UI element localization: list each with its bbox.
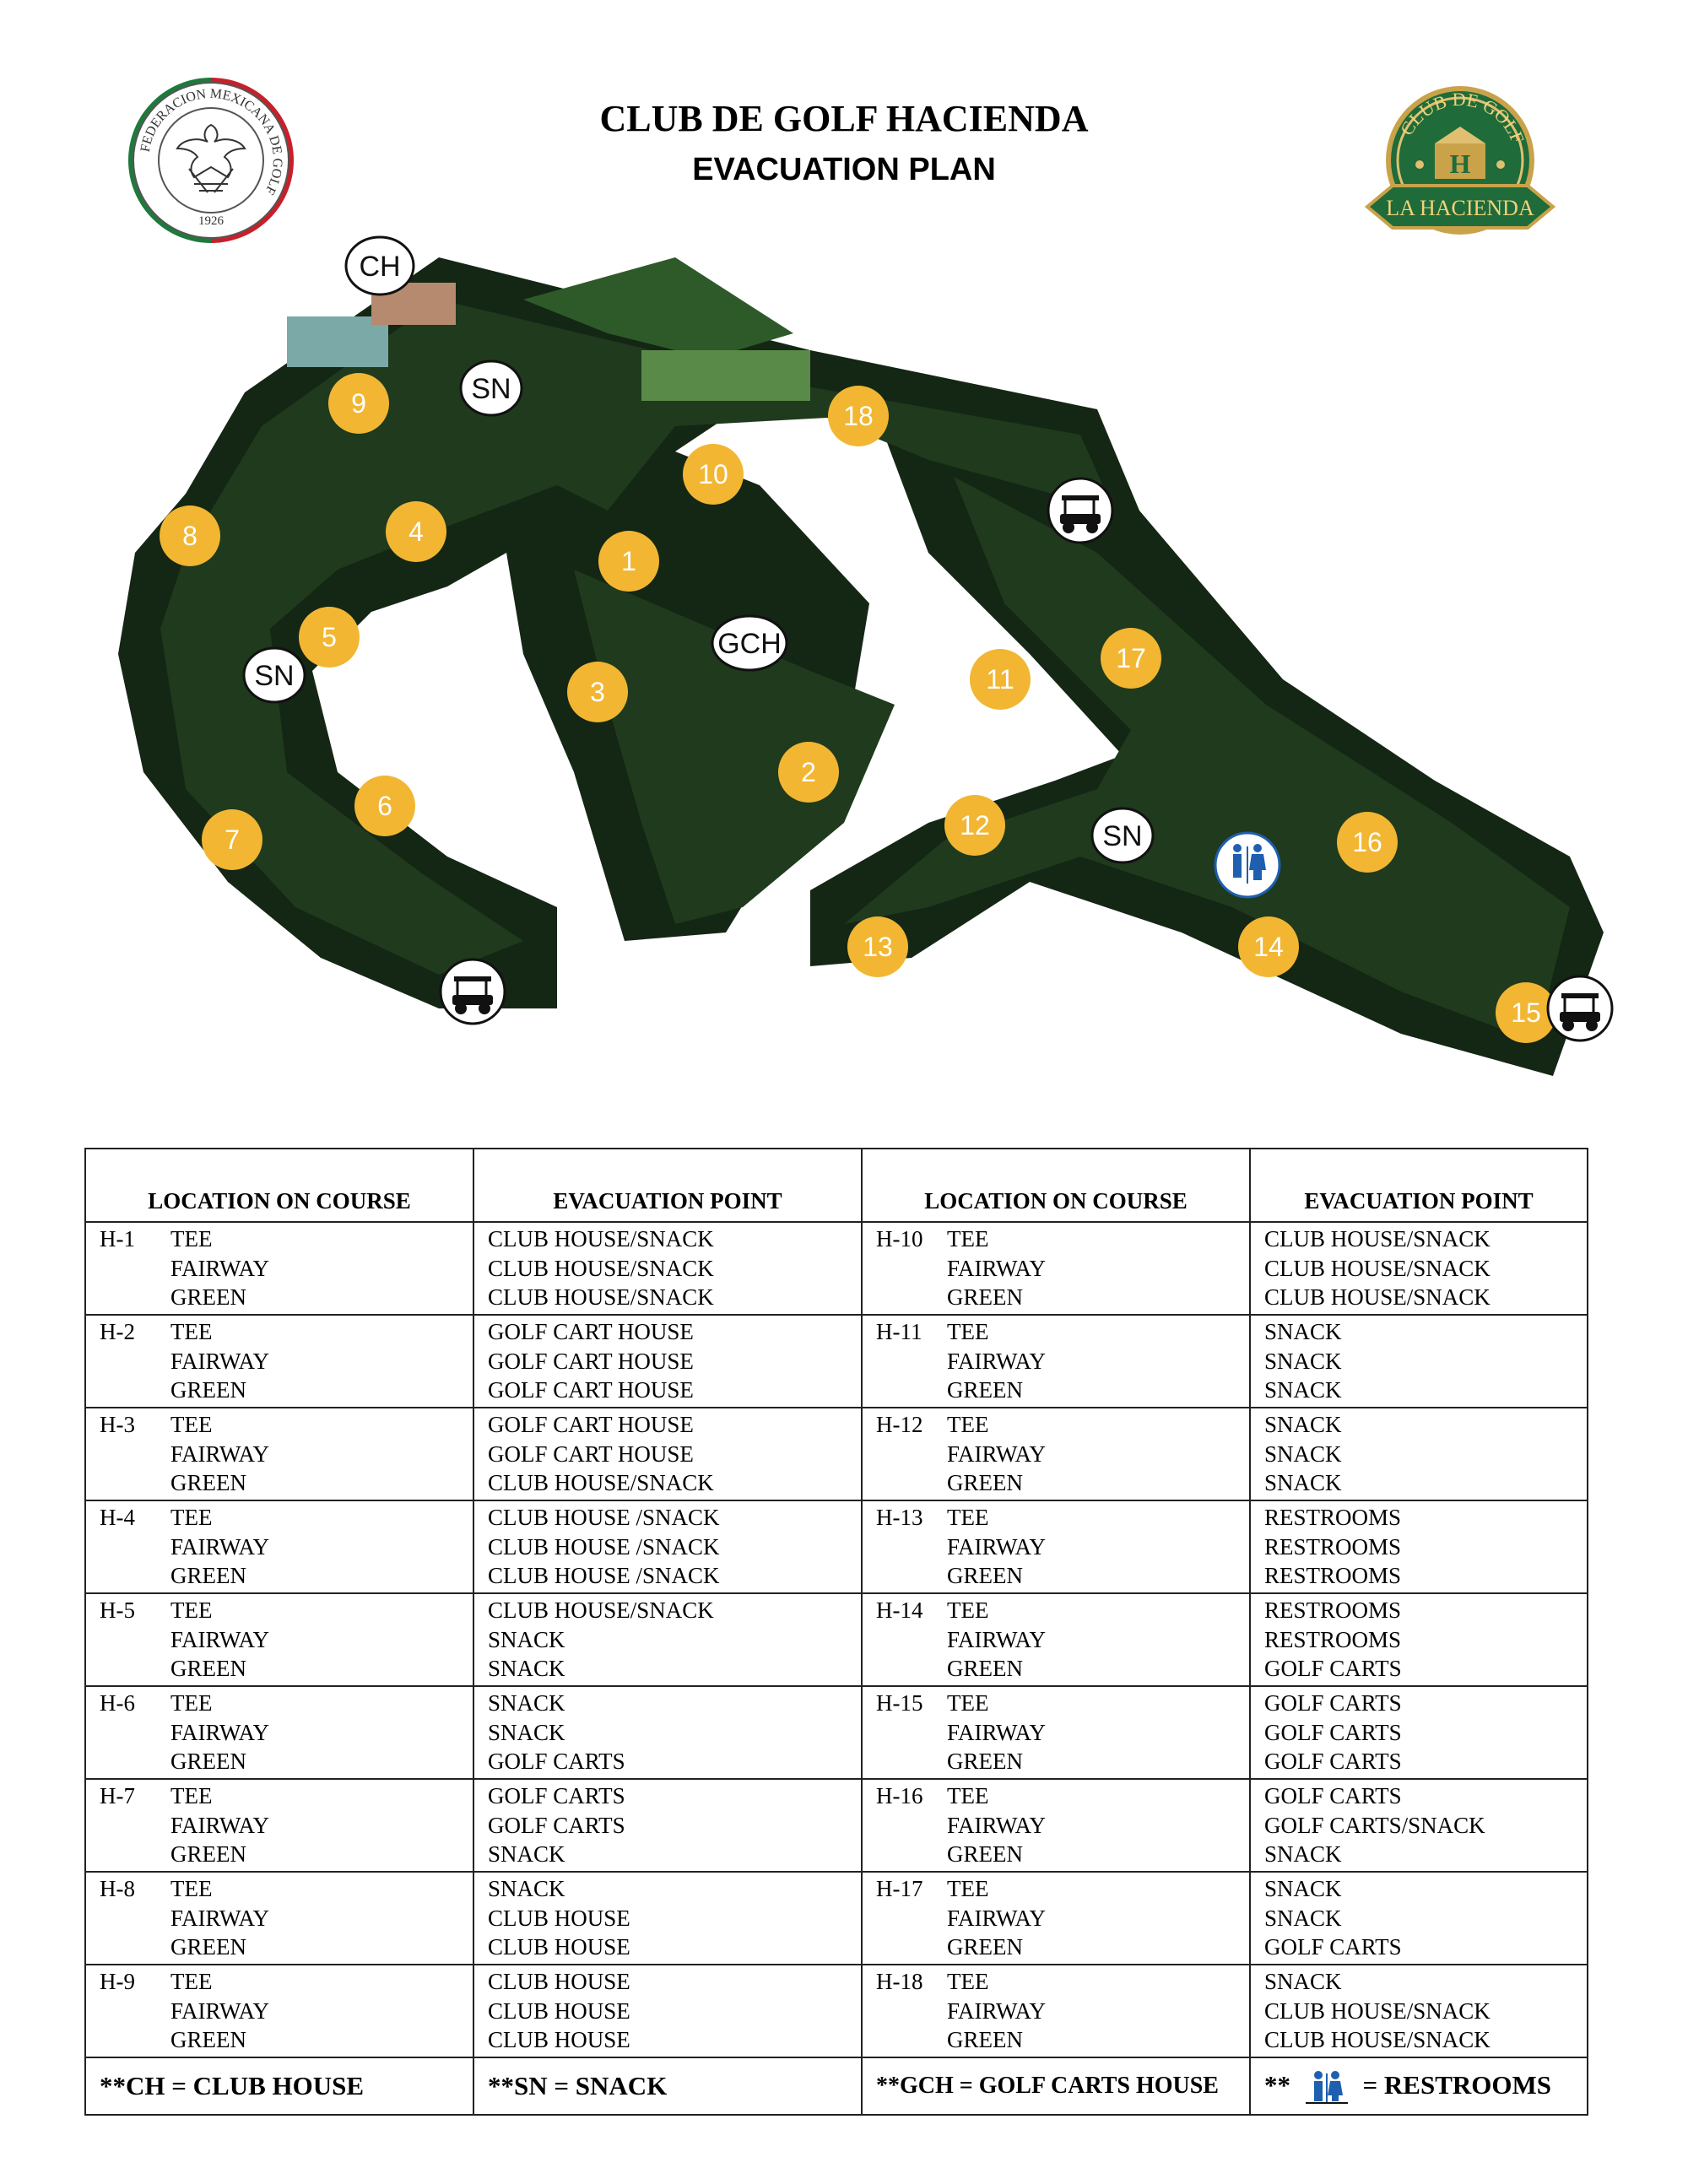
hole-part-label: FAIRWAY [947,1441,1047,1467]
restroom-icon [1304,2070,1350,2104]
evacuation-point: RESTROOMS [1264,1563,1402,1588]
evacuation-point: GOLF CARTS/SNACK [1264,1812,1485,1838]
hole-part-label: GREEN [170,2027,246,2052]
evacuation-point: CLUB HOUSE [488,2027,630,2052]
hole-part-label: FAIRWAY [947,1626,1047,1652]
hole-6-badge [354,776,415,836]
evacuation-point: SNACK [1264,1441,1342,1467]
hole-part-label: FAIRWAY [947,1997,1047,2024]
hole-part-label: GREEN [170,1377,246,1403]
page-title: CLUB DE GOLF HACIENDA [599,98,1089,139]
hole-7-badge [202,809,262,870]
hole-part-label: GREEN [170,1934,246,1960]
hole-number: H-9 [100,1969,135,1994]
federation-ring-text: FEDERACION MEXICANA DE GOLF [138,86,285,197]
hole-part-label: TEE [947,1597,989,1623]
svg-text:CH: CH [359,251,401,283]
hole-number: H-6 [100,1690,135,1716]
hole-parts [947,1317,1249,1405]
evacuation-point: CLUB HOUSE/SNACK [488,1284,714,1310]
hole-part-label: FAIRWAY [170,1812,270,1838]
table-row [85,1872,1588,1965]
svg-text:8: 8 [182,521,197,551]
evacuation-point: CLUB HOUSE /SNACK [488,1533,720,1560]
hole-part-label: TEE [947,1969,989,1994]
hole-parts [947,1689,1249,1776]
hole-3-badge [567,662,628,722]
evacuation-point: CLUB HOUSE /SNACK [488,1505,720,1530]
hole-12-badge [944,795,1005,856]
restroom-icon [1215,833,1280,897]
evacuation-point: RESTROOMS [1264,1597,1402,1623]
table-row [85,1779,1588,1872]
hole-number: H-17 [876,1876,923,1901]
hole-number: H-8 [100,1876,135,1901]
svg-text:10: 10 [698,459,728,489]
legend-row [85,2057,1588,2115]
hole-part-label: FAIRWAY [170,1997,270,2024]
hole-part-label: FAIRWAY [170,1348,270,1374]
evacuation-point: RESTROOMS [1264,1626,1402,1652]
evacuation-point: GOLF CART HOUSE [488,1377,694,1403]
location-cell [85,1593,473,1686]
hole-part-label: TEE [947,1876,989,1901]
svg-text:9: 9 [351,388,366,419]
column-header: LOCATION ON COURSE [85,1149,473,1222]
svg-text:16: 16 [1352,827,1382,857]
location-cell [862,1315,1250,1408]
evacuation-point: SNACK [1264,1412,1342,1437]
evacuation-point-cell [1250,1686,1588,1779]
hole-part-label: GREEN [170,1470,246,1495]
hole-2-badge [778,742,839,803]
svg-text:SN: SN [471,373,511,405]
location-cell [862,1686,1250,1779]
evacuation-point: SNACK [1264,1348,1342,1374]
federation-year: 1926 [198,214,224,228]
location-cell [85,1779,473,1872]
hole-part-label: TEE [170,1969,213,1994]
clubhouse-marker [346,237,414,295]
evacuation-point: CLUB HOUSE/SNACK [1264,1284,1491,1310]
location-cell [85,1872,473,1965]
hole-number: H-16 [876,1783,923,1808]
hole-parts [947,1224,1249,1312]
evacuation-point: SNACK [1264,1905,1342,1931]
table-header-row [85,1149,1588,1222]
evacuation-point: SNACK [488,1690,565,1716]
hole-17-badge [1101,628,1161,689]
hole-part-label: FAIRWAY [170,1719,270,1745]
hole-part-label: GREEN [947,1656,1023,1681]
hole-parts [170,1410,473,1498]
table-row [85,1408,1588,1500]
hole-parts [170,1224,473,1312]
hole-parts [170,1874,473,1962]
location-cell [862,1593,1250,1686]
hole-part-label: GREEN [947,1749,1023,1774]
svg-text:7: 7 [225,824,240,855]
evacuation-point-cell [1250,1408,1588,1500]
hole-part-label: GREEN [170,1563,246,1588]
evacuation-point: SNACK [1264,1470,1342,1495]
evacuation-point-cell [473,1965,862,2057]
evacuation-point: CLUB HOUSE [488,1997,630,2024]
hole-part-label: TEE [947,1412,989,1437]
evacuation-point: CLUB HOUSE [488,1934,630,1960]
hole-parts [947,1503,1249,1591]
hole-part-label: GREEN [947,1377,1023,1403]
location-cell [862,1965,1250,2057]
svg-text:4: 4 [408,516,424,547]
evacuation-point-cell [473,1408,862,1500]
hole-13-badge [847,916,908,977]
evacuation-point: CLUB HOUSE [488,1905,630,1931]
hole-number: H-1 [100,1226,135,1251]
evacuation-point: GOLF CART HOUSE [488,1412,694,1437]
location-cell [862,1500,1250,1593]
evacuation-point: RESTROOMS [1264,1533,1402,1560]
hole-part-label: FAIRWAY [170,1441,270,1467]
hole-part-label: TEE [947,1690,989,1716]
location-cell [862,1779,1250,1872]
evacuation-point: SNACK [1264,1841,1342,1867]
evacuation-point: SNACK [488,1841,565,1867]
evacuation-point-cell [1250,1593,1588,1686]
evacuation-point: GOLF CARTS [1264,1934,1402,1960]
location-cell [85,1315,473,1408]
hole-parts [170,1596,473,1684]
evacuation-point: CLUB HOUSE/SNACK [1264,1997,1491,2024]
svg-text:11: 11 [986,664,1014,695]
legend-restrooms [1250,2057,1588,2115]
hole-part-label: TEE [170,1597,213,1623]
location-cell [85,1222,473,1315]
svg-text:15: 15 [1511,997,1541,1028]
hole-10-badge [683,444,744,505]
hole-part-label: FAIRWAY [947,1812,1047,1838]
evacuation-point: GOLF CART HOUSE [488,1348,694,1374]
evacuation-point: CLUB HOUSE/SNACK [1264,2027,1491,2052]
hole-part-label: GREEN [947,2027,1023,2052]
golf-cart-icon [1048,478,1112,543]
hole-11-badge [970,649,1031,710]
hole-number: H-13 [876,1505,923,1530]
hole-number: H-18 [876,1969,923,1994]
club-ribbon-text: LA HACIENDA [1386,196,1534,220]
hole-number: H-7 [100,1783,135,1808]
hole-8-badge [160,505,220,566]
federation-logo [127,76,295,245]
hole-part-label: TEE [947,1319,989,1344]
hole-parts [947,1596,1249,1684]
hole-part-label: TEE [947,1505,989,1530]
evacuation-point-cell [1250,1500,1588,1593]
club-letter: H [1449,149,1471,179]
hole-parts [947,1967,1249,2055]
location-cell [85,1686,473,1779]
legend-clubhouse: **CH = CLUB HOUSE [85,2057,473,2115]
hole-part-label: FAIRWAY [170,1626,270,1652]
evacuation-point: SNACK [1264,1969,1342,1994]
evacuation-point: GOLF CARTS [488,1812,625,1838]
hole-part-label: TEE [947,1226,989,1251]
hole-part-label: FAIRWAY [947,1905,1047,1931]
evacuation-point: GOLF CARTS [1264,1719,1402,1745]
legend-snack: **SN = SNACK [473,2057,862,2115]
svg-text:SN: SN [1102,820,1143,852]
evacuation-point-cell [473,1222,862,1315]
hole-part-label: FAIRWAY [170,1905,270,1931]
evacuation-point: GOLF CARTS [1264,1749,1402,1774]
legend-golf-carts-house: **GCH = GOLF CARTS HOUSE [862,2057,1250,2115]
hole-part-label: TEE [170,1783,213,1808]
hole-part-label: GREEN [170,1284,246,1310]
course-map [84,232,1629,1152]
svg-text:13: 13 [863,932,893,962]
club-logo [1359,80,1561,249]
hole-part-label: TEE [170,1876,213,1901]
svg-text:5: 5 [322,622,337,652]
evacuation-point-cell [473,1686,862,1779]
evacuation-point: GOLF CARTS [1264,1783,1402,1808]
evacuation-point: CLUB HOUSE/SNACK [488,1470,714,1495]
hole-part-label: GREEN [947,1284,1023,1310]
golf-cart-icon [441,960,505,1024]
hole-14-badge [1238,916,1299,977]
hole-parts [170,1967,473,2055]
table-row [85,1315,1588,1408]
legend-restrooms-label: = RESTROOMS [1362,2069,1552,2100]
evacuation-point: CLUB HOUSE/SNACK [1264,1226,1491,1251]
hole-number: H-11 [876,1319,922,1344]
hole-number: H-14 [876,1597,923,1623]
hole-number: H-2 [100,1319,135,1344]
hole-18-badge [828,386,889,446]
svg-text:2: 2 [801,757,816,787]
evacuation-point: RESTROOMS [1264,1505,1402,1530]
hole-number: H-15 [876,1690,923,1716]
snack-marker-left [244,648,305,702]
evacuation-point: CLUB HOUSE/SNACK [1264,1255,1491,1281]
hole-parts [170,1689,473,1776]
hole-parts [947,1781,1249,1869]
evacuation-point: GOLF CART HOUSE [488,1319,694,1344]
hole-part-label: FAIRWAY [947,1348,1047,1374]
evacuation-point: CLUB HOUSE/SNACK [488,1597,714,1623]
evacuation-point: SNACK [488,1626,565,1652]
svg-text:3: 3 [590,677,605,707]
hole-parts [170,1317,473,1405]
golf-cart-house-marker [712,616,787,670]
evacuation-point: CLUB HOUSE/SNACK [488,1255,714,1281]
hole-part-label: GREEN [947,1563,1023,1588]
location-cell [85,1965,473,2057]
hole-number: H-5 [100,1597,135,1623]
evacuation-point-cell [1250,1965,1588,2057]
hole-part-label: FAIRWAY [170,1533,270,1560]
column-header: EVACUATION POINT [473,1149,862,1222]
evacuation-point: GOLF CARTS [488,1783,625,1808]
hole-part-label: TEE [170,1505,213,1530]
evacuation-point: SNACK [488,1719,565,1745]
hole-part-label: TEE [947,1783,989,1808]
hole-9-badge [328,373,389,434]
svg-text:1: 1 [621,546,636,576]
hole-number: H-10 [876,1226,923,1251]
hole-5-badge [299,607,360,668]
table-row [85,1500,1588,1593]
evacuation-point: CLUB HOUSE /SNACK [488,1563,720,1588]
hole-number: H-4 [100,1505,135,1530]
evacuation-point: GOLF CARTS [1264,1656,1402,1681]
club-top-text: CLUB DE GOLF [1395,88,1529,147]
legend-restrooms-prefix: ** [1264,2069,1290,2100]
evacuation-point-cell [1250,1222,1588,1315]
hole-parts [947,1410,1249,1498]
hole-part-label: FAIRWAY [947,1719,1047,1745]
svg-text:14: 14 [1253,932,1284,962]
evacuation-point: SNACK [1264,1319,1342,1344]
hole-number: H-3 [100,1412,135,1437]
evacuation-point-cell [473,1779,862,1872]
location-cell [862,1408,1250,1500]
location-cell [85,1500,473,1593]
evacuation-point: GOLF CARTS [1264,1690,1402,1716]
hole-part-label: GREEN [947,1841,1023,1867]
evacuation-point-cell [473,1593,862,1686]
table-row [85,1593,1588,1686]
hole-4-badge [386,501,446,562]
evacuation-point: SNACK [1264,1377,1342,1403]
evacuation-point: GOLF CARTS [488,1749,625,1774]
column-header: LOCATION ON COURSE [862,1149,1250,1222]
hole-part-label: GREEN [170,1749,246,1774]
hole-part-label: TEE [170,1412,213,1437]
table-row [85,1965,1588,2057]
hole-part-label: FAIRWAY [170,1255,270,1281]
evacuation-point: CLUB HOUSE/SNACK [488,1226,714,1251]
svg-text:6: 6 [377,791,392,821]
snack-marker-right [1092,808,1153,862]
hole-part-label: GREEN [170,1841,246,1867]
hole-part-label: GREEN [947,1934,1023,1960]
svg-text:12: 12 [960,810,990,841]
golf-cart-icon [1548,976,1612,1041]
location-cell [862,1872,1250,1965]
hole-part-label: GREEN [170,1656,246,1681]
evacuation-point: GOLF CART HOUSE [488,1441,694,1467]
evacuation-point: SNACK [488,1876,565,1901]
hole-number: H-12 [876,1412,923,1437]
snack-marker-top [461,361,522,415]
evacuation-point: CLUB HOUSE [488,1969,630,1994]
hole-parts [947,1874,1249,1962]
hole-parts [170,1781,473,1869]
location-cell [862,1222,1250,1315]
evacuation-table [84,1148,1588,2116]
svg-text:17: 17 [1116,643,1146,673]
hole-part-label: FAIRWAY [947,1255,1047,1281]
hole-parts [170,1503,473,1591]
column-header: EVACUATION POINT [1250,1149,1588,1222]
svg-text:18: 18 [843,401,874,431]
evacuation-point: SNACK [1264,1876,1342,1901]
evacuation-point-cell [473,1500,862,1593]
evacuation-point-cell [1250,1872,1588,1965]
evacuation-point-cell [1250,1779,1588,1872]
table-row [85,1686,1588,1779]
hole-16-badge [1337,812,1398,873]
hole-part-label: FAIRWAY [947,1533,1047,1560]
evacuation-point: SNACK [488,1656,565,1681]
svg-text:SN: SN [254,660,295,692]
hole-part-label: TEE [170,1690,213,1716]
table-row [85,1222,1588,1315]
hole-1-badge [598,531,659,592]
evacuation-point-cell [473,1872,862,1965]
hole-part-label: TEE [170,1319,213,1344]
location-cell [85,1408,473,1500]
hole-part-label: TEE [170,1226,213,1251]
evacuation-point-cell [1250,1315,1588,1408]
svg-text:GCH: GCH [717,628,782,660]
evacuation-point-cell [473,1315,862,1408]
hole-part-label: GREEN [947,1470,1023,1495]
page-subtitle: EVACUATION PLAN [692,152,996,187]
